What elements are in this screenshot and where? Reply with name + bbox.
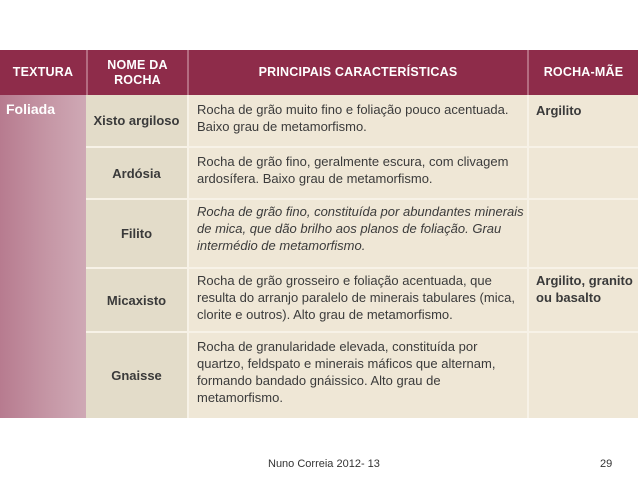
column-divider bbox=[527, 95, 529, 418]
column-divider bbox=[187, 95, 189, 418]
rock-name-gnaisse: Gnaisse bbox=[111, 368, 162, 383]
rock-name-column bbox=[86, 95, 187, 418]
header-parent-rock: ROCHA-MÃE bbox=[543, 65, 624, 79]
description-gnaisse: Rocha de granularidade elevada, constituída por quartzo, feldspato e minerais máficos que alternam, formando bandado gnáissico. Alto grau de metamorfismo. bbox=[197, 339, 496, 405]
row-divider bbox=[86, 331, 638, 333]
header-characteristics: PRINCIPAIS CARACTERÍSTICAS bbox=[258, 65, 458, 79]
footer-author: Nuno Correia 2012- 13 bbox=[268, 458, 380, 470]
rock-classification-table bbox=[0, 50, 638, 418]
description-micaxisto: Rocha de grão grosseiro e foliação acentuada, que resulta do arranjo paralelo de minerais tabulares (mica, clorite e outros). Alto grau de metamorfismo. bbox=[197, 273, 515, 322]
texture-column bbox=[0, 95, 86, 418]
texture-value: Foliada bbox=[6, 101, 56, 117]
rock-name-filito: Filito bbox=[120, 226, 153, 241]
description-xisto: Rocha de grão muito fino e foliação pouco acentuada. Baixo grau de metamorfismo. bbox=[197, 102, 509, 134]
description-filito: Rocha de grão fino, constituída por abundantes minerais de mica, que dão brilho aos planos de foliação. Grau intermédio de metamorfismo. bbox=[197, 204, 524, 253]
description-ardosia: Rocha de grão fino, geralmente escura, com clivagem ardosífera. Baixo grau de metamorfismo. bbox=[197, 154, 509, 186]
row-divider bbox=[86, 198, 638, 200]
table-header-row bbox=[0, 50, 638, 95]
header-rock-name: NOME DA ROCHA bbox=[107, 57, 168, 87]
rock-name-micaxisto: Micaxisto bbox=[106, 292, 167, 308]
parent-rock-xisto: Argilito bbox=[536, 103, 582, 118]
header-texture: TEXTURA bbox=[12, 65, 74, 79]
rock-name-xisto: Xisto argiloso bbox=[93, 113, 180, 128]
parent-rock-micaxisto: Argilito, granito ou basalto bbox=[536, 273, 633, 305]
row-divider bbox=[86, 267, 638, 269]
page-number: 29 bbox=[600, 458, 613, 470]
row-divider bbox=[86, 146, 638, 148]
rock-name-ardosia: Ardósia bbox=[112, 165, 161, 181]
